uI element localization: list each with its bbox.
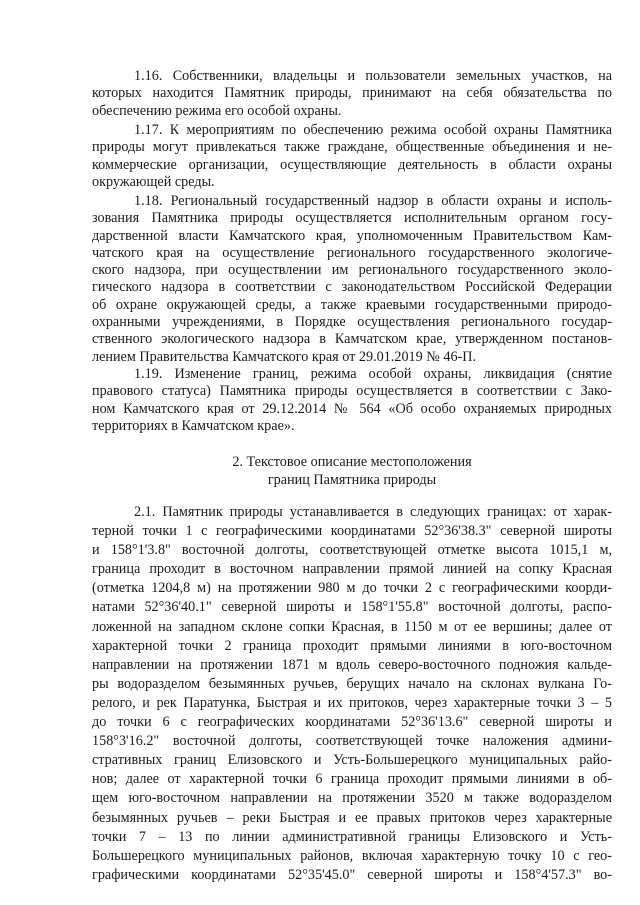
- text-line: охранными учреждениями, в Порядке осуществления регионального государ-: [92, 314, 612, 331]
- paragraph-2-1: [92, 503, 612, 885]
- text-line: до точки 6 с географических координатами 52°36'13.6" северной широты и: [92, 714, 612, 731]
- text-line: ном Камчатского края от 29.12.2014 № 564 «Об особо охраняемых природных: [92, 400, 612, 417]
- text-line: (отметка 1204,8 м) на протяжении 980 м до точки 2 с географическими коорди-: [92, 580, 612, 597]
- text-line: характерной точки 2 граница проходит прямыми линиями в юго-восточном: [92, 637, 612, 654]
- text-line: релого, и рек Паратунка, Быстрая и их притоков, через характерные точки 3 – 5: [92, 694, 612, 711]
- text-line: щем юго-восточном направлении на протяжении 3520 м также водоразделом: [92, 790, 612, 807]
- paragraph-1-16: [92, 68, 612, 120]
- text-line: и 158°1'3.8" восточной долготы, соответствующей отметке высота 1015,1 м,: [92, 542, 612, 559]
- text-line: графическими координатами 52°35'45.0" северной широты и 158°4'57.3" во-: [92, 866, 612, 883]
- text-line: которых находится Памятник природы, принимают на себя обязательства по: [92, 85, 612, 102]
- paragraph-1-18: [92, 193, 612, 366]
- heading-line: границ Памятника природы: [267, 471, 437, 488]
- text-line: зования Памятника природы осуществляется исполнительным органом госу-: [92, 210, 612, 227]
- text-line: гического надзора в соответствии с законодательством Российской Федерации: [92, 279, 612, 296]
- text-line: стративных границ Елизовского и Усть-Большерецкого муниципальных райо-: [92, 752, 612, 769]
- text-line: Большерецкого муниципальных районов, включая характерную точку 10 с гео-: [92, 847, 612, 864]
- text-line: натами 52°36'40.1" северной широты и 158°1'55.8" восточной долготы, распо-: [92, 599, 612, 616]
- text-line: правового статуса) Памятника природы осуществляется в соответствии с Зако-: [92, 383, 612, 400]
- text-line: лением Правительства Камчатского края от 29.01.2019 № 46-П.: [92, 348, 477, 365]
- text-line: 2.1. Памятник природы устанавливается в следующих границах: от харак-: [134, 504, 612, 520]
- text-line: 1.16. Собственники, владельцы и пользователи земельных участков, на: [134, 68, 612, 84]
- text-line: ственного экологического надзора в Камчатском крае, утвержденном постанов-: [92, 331, 612, 348]
- paragraph-1-17: [92, 122, 612, 191]
- text-line: направлении на протяжении 1871 м вдоль северо-восточного подножия кальде-: [92, 656, 612, 673]
- text-line: 1.19. Изменение границ, режима особой охраны, ликвидация (снятие: [134, 366, 612, 382]
- text-line: ры водоразделом безымянных ручьев, берущих начало на склонах вулкана Го-: [92, 675, 612, 692]
- text-line: ского надзора, при осуществлении им регионального государственного эколо-: [92, 262, 612, 279]
- text-line: обеспечению режима его особой охраны.: [92, 102, 342, 119]
- text-line: нов; далее от характерной точки 6 граница проходит прямыми линиями в об-: [92, 771, 612, 788]
- text-line: ложенной на западном склоне сопки Красная, в 1150 м от ее вершины; далее от: [92, 618, 612, 635]
- text-line: терной точки 1 с географическими координатами 52°36'38.3" северной широты: [92, 523, 612, 540]
- section-2-heading: [92, 454, 612, 489]
- text-line: точки 7 – 13 по линии административной границы Елизовского и Усть-: [92, 828, 612, 845]
- text-line: 158°3'16.2" восточной долготы, соответствующей точке наложения админи-: [92, 733, 612, 750]
- text-line: окружающей среды.: [92, 173, 215, 190]
- text-line: безымянных ручьев – реки Быстрая и ее правых притоков через характерные: [92, 809, 612, 826]
- text-line: коммерческие организации, осуществляющие деятельность в области охраны: [92, 156, 612, 173]
- text-line: чатского края на осуществление регионального государственного экологиче-: [92, 244, 612, 261]
- text-line: 1.18. Региональный государственный надзор в области охраны и исполь-: [134, 193, 612, 209]
- text-line: территориях в Камчатском крае».: [92, 417, 295, 434]
- text-line: 1.17. К мероприятиям по обеспечению режима особой охраны Памятника: [134, 122, 612, 138]
- text-line: природы могут привлекаться также граждане, общественные объединения и не-: [92, 139, 612, 156]
- heading-line: 2. Текстовое описание местоположения: [232, 454, 472, 470]
- text-line: граница проходит в восточном направлении прямой линией на сопку Красная: [92, 561, 612, 578]
- text-line: дарственной власти Камчатского края, уполномоченным Правительством Кам-: [92, 227, 612, 244]
- text-line: об охране окружающей среды, а также краевыми государственными природо-: [92, 296, 612, 313]
- paragraph-1-19: [92, 366, 612, 435]
